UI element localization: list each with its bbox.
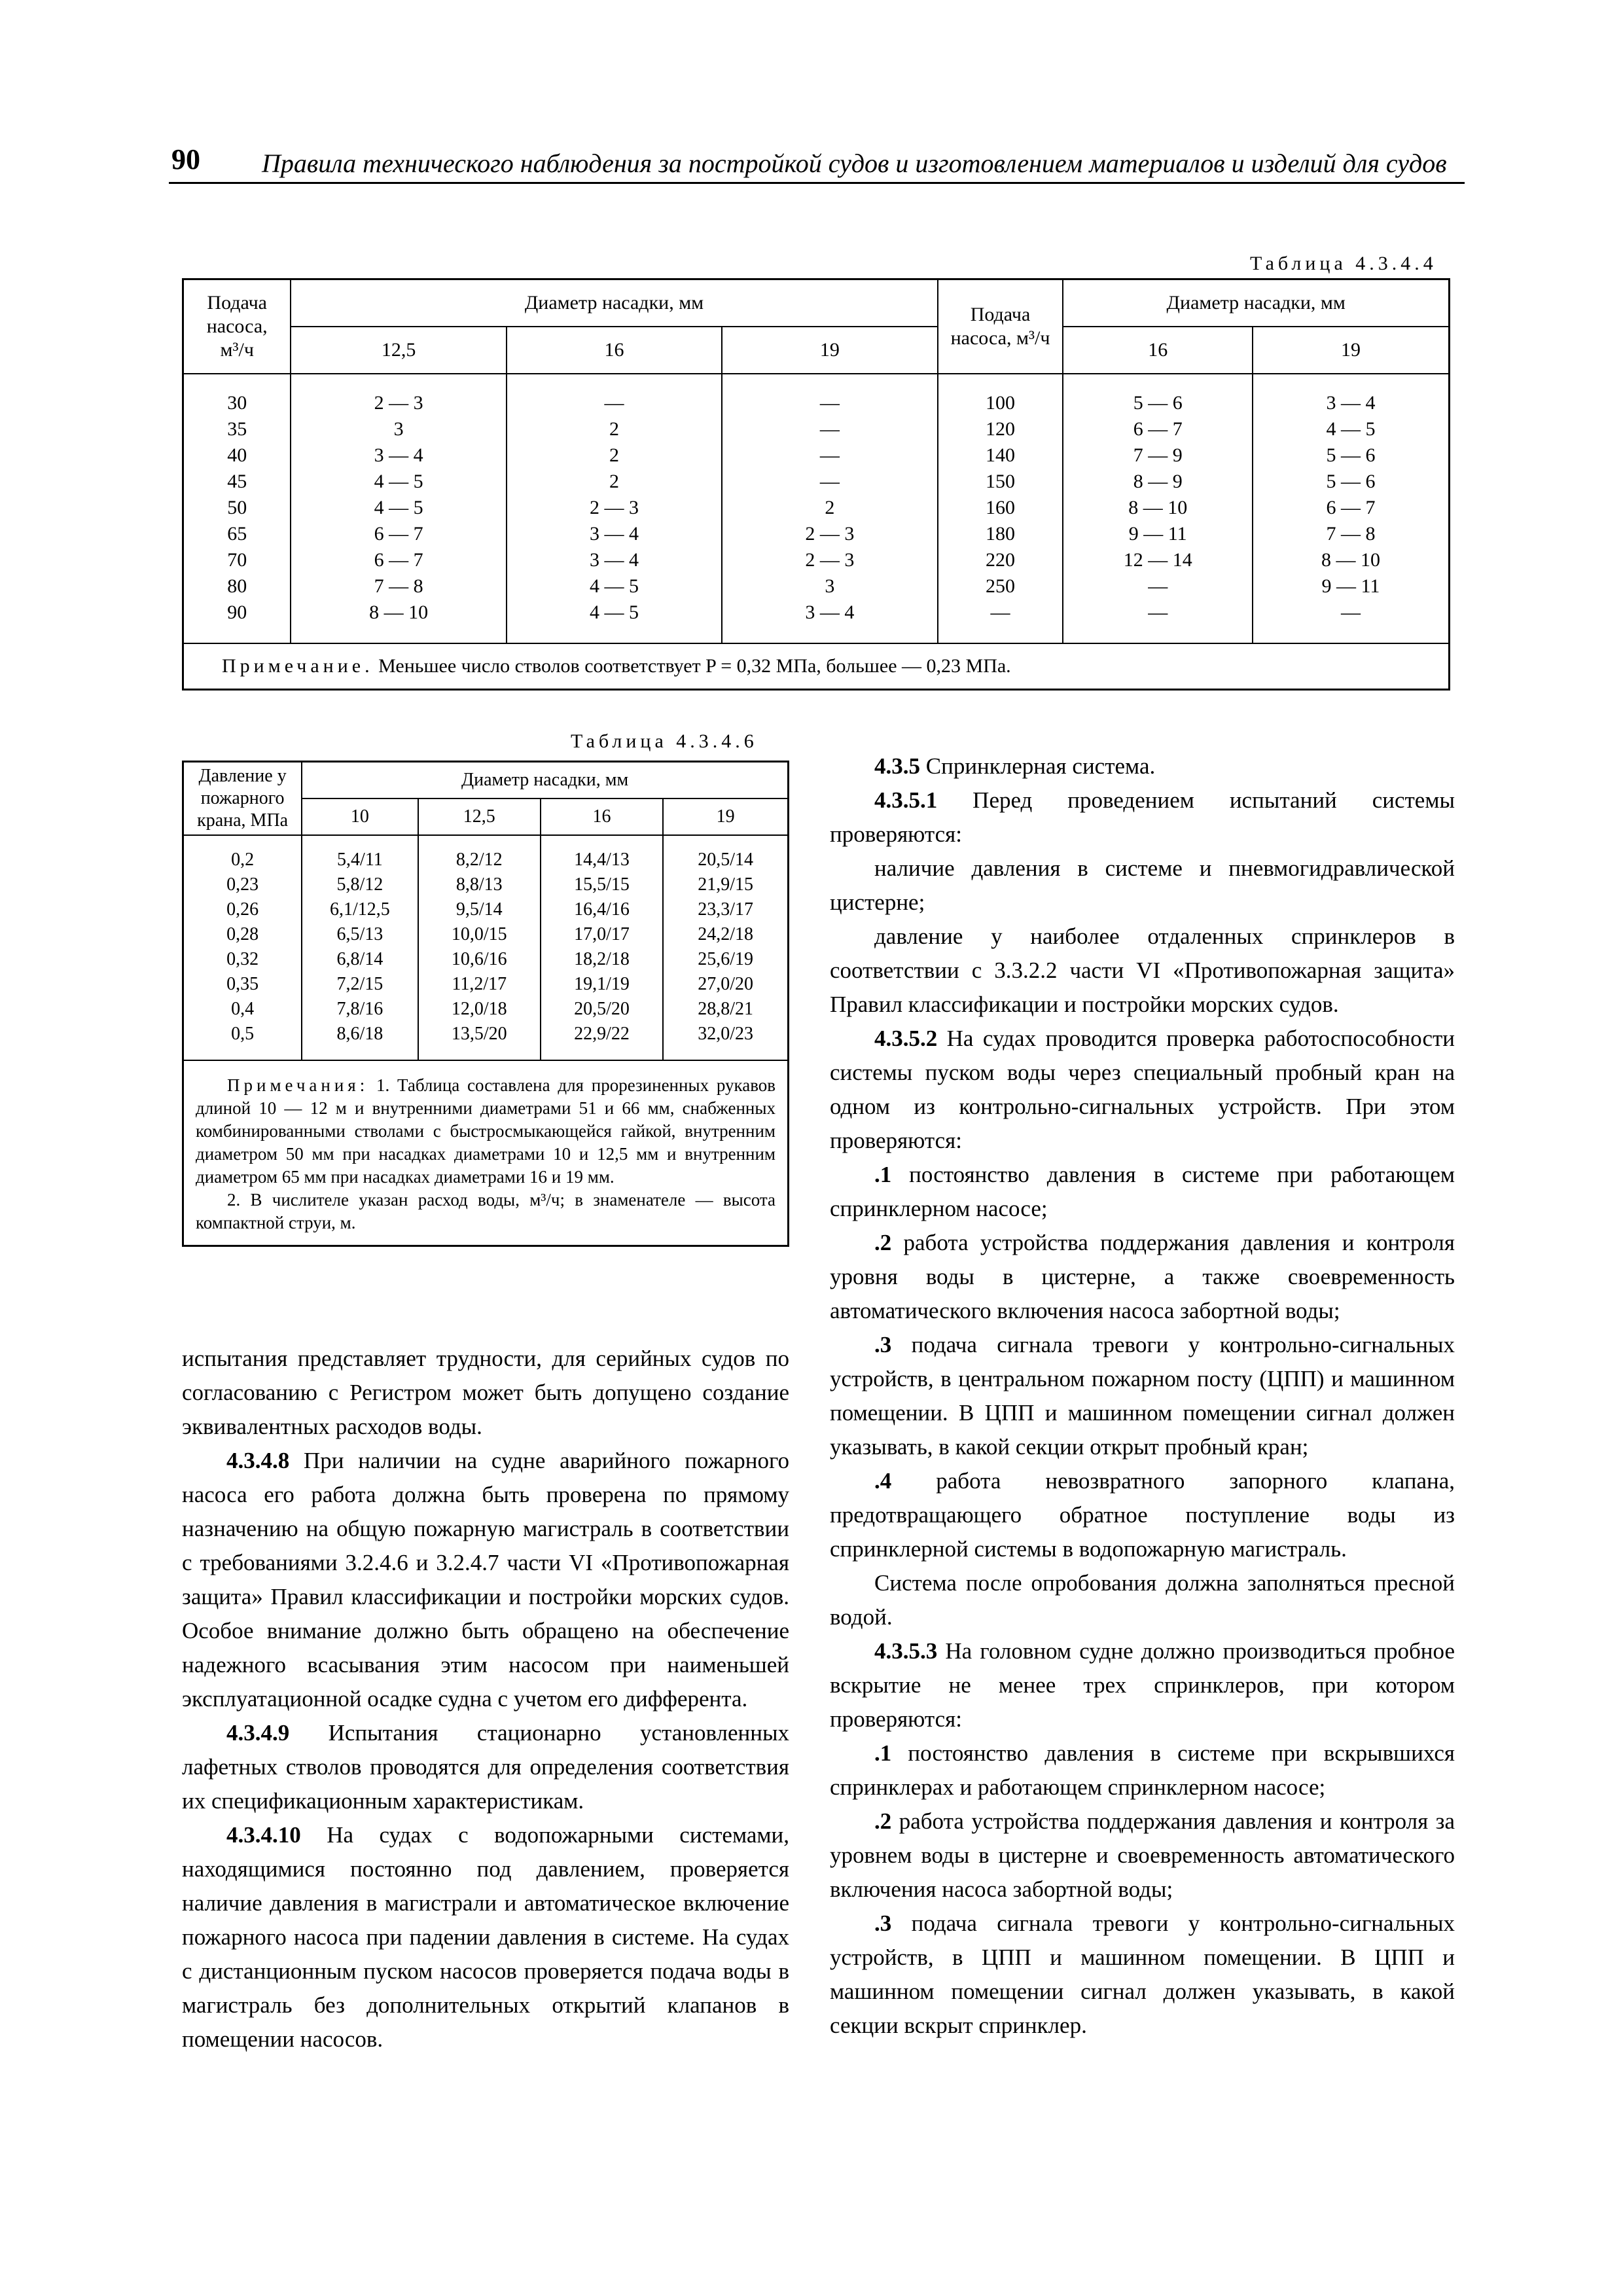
paragraph: испытания представляет трудности, для серийных судов по согласованию с Регистром может быть допущено создание эквивалентных расходов воды. bbox=[182, 1346, 789, 1439]
table-cell: 5,4/11 bbox=[302, 835, 418, 872]
table-note bbox=[183, 1060, 789, 1246]
table-cell: 3 — 4 bbox=[291, 442, 506, 469]
table-cell: 24,2/18 bbox=[663, 922, 788, 947]
table-row bbox=[183, 1022, 789, 1060]
table-cell: 45 bbox=[183, 469, 291, 495]
table-cell: 160 bbox=[938, 495, 1063, 521]
table-cell: 6,5/13 bbox=[302, 922, 418, 947]
table-row bbox=[183, 495, 1450, 521]
table-cell: 23,3/17 bbox=[663, 897, 788, 922]
table-cell: 2 bbox=[507, 416, 722, 442]
table-cell: — bbox=[1253, 600, 1450, 643]
t2-size-header: 12,5 bbox=[418, 798, 541, 835]
table-cell: 40 bbox=[183, 442, 291, 469]
table-cell: 6,8/14 bbox=[302, 947, 418, 972]
list-item: .1 постоянство давления в системе при работающем спринклерном насосе; bbox=[830, 1162, 1455, 1221]
list-item: .2 работа устройства поддержания давления и контроля уровня воды в цистерне, а также своевременность автоматического включения насоса забортной воды; bbox=[830, 1230, 1455, 1323]
paragraph: наличие давления в системе и пневмогидравлической цистерне; bbox=[830, 855, 1455, 915]
table-cell: 3 bbox=[291, 416, 506, 442]
table-cell: 100 bbox=[938, 374, 1063, 416]
table-cell: 180 bbox=[938, 521, 1063, 547]
table-row bbox=[183, 469, 1450, 495]
table-cell: 4 — 5 bbox=[1253, 416, 1450, 442]
t1-size-header: 12,5 bbox=[291, 327, 506, 374]
note-text: 1. Таблица составлена для прорезиненных рукавов длиной 10 — 12 м и внутренними диаметрами 51 и 66 мм, снабженных комбинированными стволами с быстросмыкающейся гайкой, внутренним диаметром 50 мм при насадках диаметрами 10 и 12,5 мм и внутренним диаметром 65 мм при насадках диаметрами 16 и 19 мм. bbox=[196, 1075, 776, 1187]
table-cell: 4 — 5 bbox=[507, 573, 722, 600]
t2-header-pressure: Давление у пожарного крана, МПа bbox=[183, 762, 302, 836]
table-cell: 27,0/20 bbox=[663, 972, 788, 997]
table-cell: 80 bbox=[183, 573, 291, 600]
t1-header-pump-right: Подача насоса, м³/ч bbox=[938, 279, 1063, 374]
t1-size-header: 16 bbox=[1063, 327, 1253, 374]
t2-size-header: 10 bbox=[302, 798, 418, 835]
list-item: .4 работа невозвратного запорного клапана, предотвращающего обратное поступление воды из спринклерной системы в водопожарную магистраль. bbox=[830, 1468, 1455, 1562]
table-cell: 8,2/12 bbox=[418, 835, 541, 872]
table-cell: 3 — 4 bbox=[1253, 374, 1450, 416]
t1-header-nozzle-right: Диаметр насадки, мм bbox=[1063, 279, 1449, 327]
section-heading: 4.3.5 Спринклерная система. bbox=[874, 753, 1156, 779]
table-cell: 7 — 8 bbox=[1253, 521, 1450, 547]
t1-size-header: 16 bbox=[507, 327, 722, 374]
clause-number: 4.3.5.1 bbox=[874, 787, 938, 813]
paragraph: давление у наиболее отдаленных спринклеров в соответствии с 3.3.2.2 части VI «Противопожарная защита» Правил классификации и постройки морских судов. bbox=[830, 924, 1455, 1017]
note-2: 2. В числителе указан расход воды, м³/ч; в знаменателе — высота компактной струи, м. bbox=[196, 1190, 776, 1232]
paragraph: 4.3.5.2 На судах проводится проверка работоспособности системы пуском воды через специальный пробный кран на одном из контрольно-сигнальных устройств. При этом проверяются: bbox=[830, 1026, 1455, 1153]
table-cell: 50 bbox=[183, 495, 291, 521]
t1-header-nozzle-left: Диаметр насадки, мм bbox=[291, 279, 937, 327]
table-cell: 2 bbox=[722, 495, 937, 521]
t2-size-header: 19 bbox=[663, 798, 788, 835]
table-cell: 7,2/15 bbox=[302, 972, 418, 997]
table-cell: 0,26 bbox=[183, 897, 302, 922]
table-cell: 6 — 7 bbox=[1063, 416, 1253, 442]
table-note-row bbox=[183, 1060, 789, 1246]
table-cell: — bbox=[1063, 600, 1253, 643]
table-cell: 0,5 bbox=[183, 1022, 302, 1060]
table-cell: 0,32 bbox=[183, 947, 302, 972]
table-cell: 7 — 9 bbox=[1063, 442, 1253, 469]
table-cell: 20,5/20 bbox=[541, 997, 663, 1022]
table-cell: 14,4/13 bbox=[541, 835, 663, 872]
note-text: Меньшее число стволов соответствует P = 0,32 МПа, большее — 0,23 МПа. bbox=[378, 655, 1011, 677]
table-cell: 4 — 5 bbox=[507, 600, 722, 643]
list-item: .3 подача сигнала тревоги у контрольно-сигнальных устройств, в центральном пожарном посту (ЦПП) и машинном помещении. В ЦПП и машинном помещении сигнал должен указывать, в какой секции открыт пробный кран; bbox=[830, 1332, 1455, 1460]
table-cell: 12 — 14 bbox=[1063, 547, 1253, 573]
table2-caption: Таблица 4.3.4.6 bbox=[571, 730, 758, 752]
clause-number: 4.3.5.3 bbox=[874, 1638, 938, 1664]
table-cell: 120 bbox=[938, 416, 1063, 442]
table-cell: — bbox=[722, 469, 937, 495]
table-cell: 35 bbox=[183, 416, 291, 442]
running-title: Правила технического наблюдения за постройкой судов и изготовлением материалов и изделий для судов bbox=[262, 149, 1447, 178]
table-row bbox=[183, 547, 1450, 573]
table-row bbox=[183, 835, 789, 872]
table-cell: 220 bbox=[938, 547, 1063, 573]
table-cell: 13,5/20 bbox=[418, 1022, 541, 1060]
table-cell: 6 — 7 bbox=[1253, 495, 1450, 521]
table-cell: 150 bbox=[938, 469, 1063, 495]
clause-number: 4.3.4.10 bbox=[226, 1822, 301, 1848]
table-row bbox=[183, 947, 789, 972]
table-cell: 2 — 3 bbox=[507, 495, 722, 521]
paragraph: 4.3.5.1 Перед проведением испытаний системы проверяются: bbox=[830, 787, 1455, 847]
table-cell: 8 — 10 bbox=[1063, 495, 1253, 521]
table-cell: — bbox=[722, 442, 937, 469]
table-row bbox=[183, 573, 1450, 600]
table-cell: 3 — 4 bbox=[722, 600, 937, 643]
table-cell: 8,8/13 bbox=[418, 872, 541, 897]
table-cell: — bbox=[1063, 573, 1253, 600]
t2-header-nozzle: Диаметр насадки, мм bbox=[302, 762, 788, 799]
list-item: .3 подача сигнала тревоги у контрольно-сигнальных устройств, в ЦПП и машинном помещении. В ЦПП и машинном помещении сигнал должен указывать, в какой секции вскрыт спринклер. bbox=[830, 1910, 1455, 2038]
table-cell: 15,5/15 bbox=[541, 872, 663, 897]
table-cell: 18,2/18 bbox=[541, 947, 663, 972]
note-1 bbox=[196, 1074, 776, 1189]
table-cell: 10,6/16 bbox=[418, 947, 541, 972]
list-item: .1 постоянство давления в системе при вскрывшихся спринклерах и работающем спринклерном насосе; bbox=[830, 1740, 1455, 1800]
table-cell: 2 — 3 bbox=[722, 547, 937, 573]
table-row bbox=[183, 972, 789, 997]
table-cell: 0,28 bbox=[183, 922, 302, 947]
table-cell: 20,5/14 bbox=[663, 835, 788, 872]
table-row bbox=[183, 521, 1450, 547]
table-cell: 8 — 9 bbox=[1063, 469, 1253, 495]
table-cell: 2 bbox=[507, 442, 722, 469]
table-cell: 9,5/14 bbox=[418, 897, 541, 922]
table-row bbox=[183, 872, 789, 897]
list-item: .2 работа устройства поддержания давления и контроля за уровнем воды в цистерне и своевременность автоматического включения насоса забортной воды; bbox=[830, 1808, 1455, 1902]
note-label: Примечание. bbox=[222, 655, 374, 677]
table-cell: 0,4 bbox=[183, 997, 302, 1022]
clause-number: 4.3.4.8 bbox=[226, 1448, 290, 1473]
paragraph: 4.3.4.9 Испытания стационарно установленных лафетных стволов проводятся для определения соответствия их спецификационным характеристикам. bbox=[182, 1720, 790, 1814]
table-cell: 5 — 6 bbox=[1253, 442, 1450, 469]
t1-size-header: 19 bbox=[1253, 327, 1450, 374]
table-cell: — bbox=[938, 600, 1063, 643]
table-cell: 8,6/18 bbox=[302, 1022, 418, 1060]
page-number: 90 bbox=[171, 143, 200, 175]
paragraph: Система после опробования должна заполняться пресной водой. bbox=[830, 1570, 1455, 1630]
table-4-3-4-4 bbox=[182, 278, 1450, 691]
table-cell: 6 — 7 bbox=[291, 521, 506, 547]
table-cell: — bbox=[722, 416, 937, 442]
table-cell: 19,1/19 bbox=[541, 972, 663, 997]
table-cell: — bbox=[507, 374, 722, 416]
table-cell: 25,6/19 bbox=[663, 947, 788, 972]
header-rule bbox=[169, 182, 1465, 184]
right-text-column bbox=[830, 749, 1455, 2043]
table-cell: 6 — 7 bbox=[291, 547, 506, 573]
table-row bbox=[183, 600, 1450, 643]
t1-header-pump-left: Подача насоса, м³/ч bbox=[183, 279, 291, 374]
left-text-column bbox=[182, 1342, 789, 2056]
table-cell: 16,4/16 bbox=[541, 897, 663, 922]
table-cell: 5 — 6 bbox=[1253, 469, 1450, 495]
table-cell: 250 bbox=[938, 573, 1063, 600]
table-cell: 0,23 bbox=[183, 872, 302, 897]
table-cell: 10,0/15 bbox=[418, 922, 541, 947]
table-cell: 11,2/17 bbox=[418, 972, 541, 997]
table-row bbox=[183, 997, 789, 1022]
table-cell: 0,2 bbox=[183, 835, 302, 872]
table-cell: 5 — 6 bbox=[1063, 374, 1253, 416]
table-4-3-4-6 bbox=[182, 761, 789, 1247]
table-row bbox=[183, 922, 789, 947]
table-cell: 0,35 bbox=[183, 972, 302, 997]
table-cell: 21,9/15 bbox=[663, 872, 788, 897]
table-cell: 7 — 8 bbox=[291, 573, 506, 600]
table-cell: 17,0/17 bbox=[541, 922, 663, 947]
table-cell: 2 — 3 bbox=[291, 374, 506, 416]
table-cell: 12,0/18 bbox=[418, 997, 541, 1022]
table-row bbox=[183, 374, 1450, 416]
table-cell: 28,8/21 bbox=[663, 997, 788, 1022]
table-cell: — bbox=[722, 374, 937, 416]
table-cell: 65 bbox=[183, 521, 291, 547]
table-note bbox=[183, 643, 1450, 690]
note-label: Примечания: bbox=[227, 1075, 369, 1095]
table-cell: 32,0/23 bbox=[663, 1022, 788, 1060]
t1-size-header: 19 bbox=[722, 327, 937, 374]
table-cell: 9 — 11 bbox=[1063, 521, 1253, 547]
table-cell: 4 — 5 bbox=[291, 469, 506, 495]
paragraph: 4.3.5.3 На головном судне должно производиться пробное вскрытие не менее трех спринклеров, при котором проверяются: bbox=[830, 1638, 1455, 1732]
table-cell: 9 — 11 bbox=[1253, 573, 1450, 600]
paragraph: 4.3.4.10 На судах с водопожарными системами, находящимися постоянно под давлением, проверяется наличие давления в магистрали и автоматическое включение пожарного насоса при падении давления в системе. На судах с дистанционным пуском насосов проверяется подача воды в магистраль без дополнительных открытий клапанов в помещении насосов. bbox=[182, 1822, 790, 2052]
table-row bbox=[183, 416, 1450, 442]
table-cell: 30 bbox=[183, 374, 291, 416]
table-cell: 22,9/22 bbox=[541, 1022, 663, 1060]
clause-number: 4.3.4.9 bbox=[226, 1720, 290, 1746]
table-cell: 90 bbox=[183, 600, 291, 643]
paragraph: 4.3.4.8 При наличии на судне аварийного пожарного насоса его работа должна быть проверена по прямому назначению на общую пожарную магистраль в соответствии с требованиями 3.2.4.6 и 3.2.4.7 части VI «Противопожарная защита» Правил классификации и постройки морских судов. Особое внимание должно быть обращено на обеспечение надежного всасывания этим насосом при наименьшей эксплуатационной осадке судна с учетом его дифферента. bbox=[182, 1448, 789, 1712]
table-cell: 8 — 10 bbox=[291, 600, 506, 643]
table-cell: 140 bbox=[938, 442, 1063, 469]
table-cell: 3 — 4 bbox=[507, 521, 722, 547]
table-row bbox=[183, 897, 789, 922]
table-cell: 3 — 4 bbox=[507, 547, 722, 573]
table-cell: 3 bbox=[722, 573, 937, 600]
table-cell: 2 bbox=[507, 469, 722, 495]
table-cell: 70 bbox=[183, 547, 291, 573]
table-cell: 8 — 10 bbox=[1253, 547, 1450, 573]
table1-caption: Таблица 4.3.4.4 bbox=[1250, 253, 1437, 274]
clause-number: 4.3.5.2 bbox=[874, 1026, 938, 1051]
table-cell: 4 — 5 bbox=[291, 495, 506, 521]
t2-size-header: 16 bbox=[541, 798, 663, 835]
table-cell: 6,1/12,5 bbox=[302, 897, 418, 922]
table-cell: 5,8/12 bbox=[302, 872, 418, 897]
table-row bbox=[183, 442, 1450, 469]
table-cell: 7,8/16 bbox=[302, 997, 418, 1022]
table-note-row bbox=[183, 643, 1450, 690]
table-cell: 2 — 3 bbox=[722, 521, 937, 547]
